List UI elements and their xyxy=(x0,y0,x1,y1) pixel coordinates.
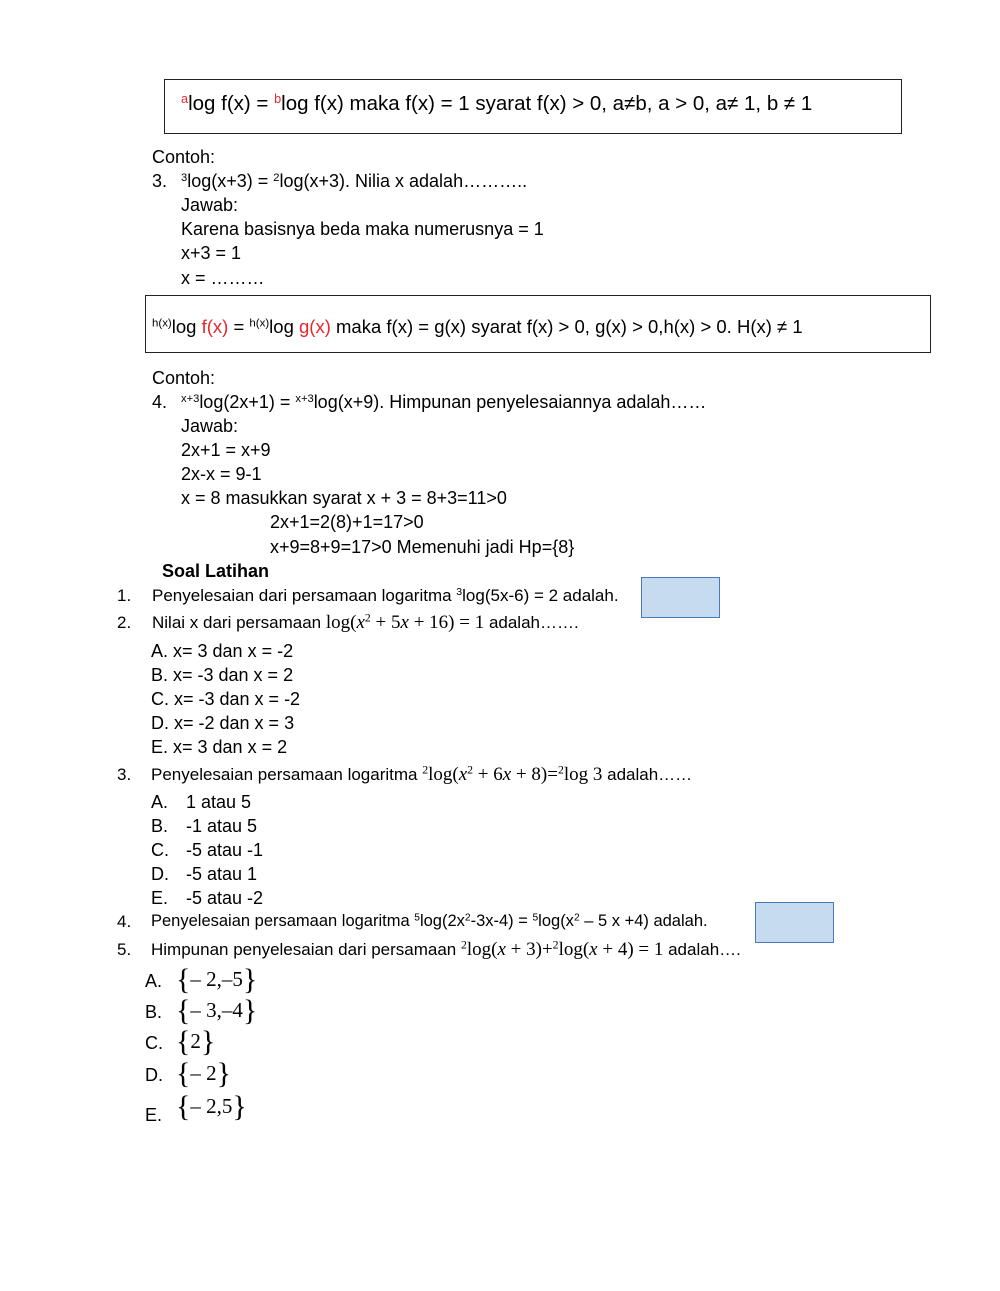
q3-option[interactable]: -1 atau 5 xyxy=(186,816,258,836)
rule-1-sup-a: a xyxy=(181,91,189,107)
q3-option-letter: A. xyxy=(151,792,169,812)
q3-option-letter: D. xyxy=(151,864,169,884)
q3-option[interactable]: -5 atau 1 xyxy=(186,864,258,884)
example-1-question: $^3$log(x+3) = $^2$log(x+3). Nilia x adalah……….. xyxy=(181,171,528,191)
q5-option[interactable]: {– 2} xyxy=(176,1057,232,1090)
example-2-heading: Contoh: xyxy=(152,368,216,388)
q4-text: Penyelesaian persamaan logaritma $^5\log(2x^2-3x-4) = ^5\log(x^2 - 5$ x +4) adalah. xyxy=(151,912,708,930)
q5-option[interactable]: {2} xyxy=(176,1025,216,1058)
q1-text: Penyelesaian dari persamaan logaritma $^3$log(5x-6) = 2 adalah. xyxy=(152,586,619,605)
q5-option-letter: E. xyxy=(145,1105,163,1125)
q3-option[interactable]: -5 atau -1 xyxy=(186,840,264,860)
q2-option[interactable]: C. x= -3 dan x = -2 xyxy=(151,689,301,709)
q3-option-letter: B. xyxy=(151,816,169,836)
exercises-heading: Soal Latihan xyxy=(162,561,270,581)
q2-number: 2. xyxy=(117,613,132,632)
q1-number: 1. xyxy=(117,586,132,605)
q5-text: Himpunan penyelesaian dari persamaan $^2$log(x + 3)+$^2$log(x + 4) = 1 adalah…. xyxy=(151,938,741,960)
q4-answer-input[interactable] xyxy=(755,902,834,943)
q5-option[interactable]: {– 2,–5} xyxy=(176,963,258,996)
example-2-answer-line: x = 8 masukkan syarat x + 3 = 8+3=11>0 xyxy=(181,488,507,508)
q4-number: 4. xyxy=(117,912,132,931)
q3-text: Penyelesaian persamaan logaritma $^2\log(x^2 + 6x + 8)=^2\log$ 3 adalah…… xyxy=(151,763,693,785)
example-1-heading: Contoh: xyxy=(152,147,216,167)
q5-option[interactable]: {– 3,–4} xyxy=(176,994,258,1027)
example-2-answer-line: 2x+1=2(8)+1=17>0 xyxy=(270,512,424,532)
example-1-answer-line: x = ……… xyxy=(181,268,265,288)
q2-option[interactable]: D. x= -2 dan x = 3 xyxy=(151,713,295,733)
example-2-answer-line: x+9=8+9=17>0 Memenuhi jadi Hp={8} xyxy=(270,537,575,557)
example-1-answer-line: Jawab: xyxy=(181,195,239,215)
example-2-question: $^{x+3}$log(2x+1) = $^{x+3}$log(x+9). Himpunan penyelesaiannya adalah…… xyxy=(181,392,707,412)
rule-1-text: $^a$log f(x) = $^b$log f(x) maka f(x) = 1 syarat f(x) > 0, a≠b, a > 0, a≠ 1, b ≠ 1 xyxy=(181,91,813,115)
q5-option-letter: A. xyxy=(145,971,163,991)
q3-option[interactable]: 1 atau 5 xyxy=(186,792,252,812)
rule-2-text: $^{h(x)}$log f(x) = $^{h(x)}$log g(x) maka f(x) = g(x) syarat f(x) > 0, g(x) > 0,h(x) > 0. H(x) ≠ 1 xyxy=(152,316,803,337)
example-2-answer-line: Jawab: xyxy=(181,416,239,436)
rule-2-gx: g(x) xyxy=(299,316,331,337)
q2-text: Nilai x dari persamaan $\log(x^2 + 5x + 16) = 1$ adalah……. xyxy=(152,611,579,633)
q2-option[interactable]: E. x= 3 dan x = 2 xyxy=(151,737,288,757)
q5-number: 5. xyxy=(117,940,132,959)
example-2-answer-line: 2x-x = 9-1 xyxy=(181,464,262,484)
q5-equation: $^2$log(x + 3)+$^2$log(x + 4) = 1 xyxy=(460,938,664,960)
q3-option-letter: E. xyxy=(151,888,169,908)
q2-equation: $\log(x^2 + 5x + 16) = 1$ xyxy=(325,611,485,633)
q2-option[interactable]: B. x= -3 dan x = 2 xyxy=(151,665,294,685)
q3-number: 3. xyxy=(117,765,132,784)
q5-option[interactable]: {– 2,5} xyxy=(176,1090,247,1123)
q1-answer-input[interactable] xyxy=(641,577,720,618)
q3-option-letter: C. xyxy=(151,840,169,860)
q5-option-letter: B. xyxy=(145,1002,163,1022)
example-2-number: 4. xyxy=(152,392,168,412)
rule-1-sup-b: b xyxy=(274,91,282,107)
q3-option[interactable]: -5 atau -2 xyxy=(186,888,264,908)
q5-option-letter: C. xyxy=(145,1033,163,1053)
q5-option-letter: D. xyxy=(145,1065,163,1085)
q2-option[interactable]: A. x= 3 dan x = -2 xyxy=(151,641,294,661)
example-1-answer-line: Karena basisnya beda maka numerusnya = 1 xyxy=(181,219,544,239)
rule-2-fx: f(x) xyxy=(201,316,229,337)
example-1-number: 3. xyxy=(152,171,168,191)
example-1-answer-line: x+3 = 1 xyxy=(181,243,242,263)
example-2-answer-line: 2x+1 = x+9 xyxy=(181,440,271,460)
q3-equation: $^2\log(x^2 + 6x + 8)=^2\log$ 3 xyxy=(422,763,603,785)
